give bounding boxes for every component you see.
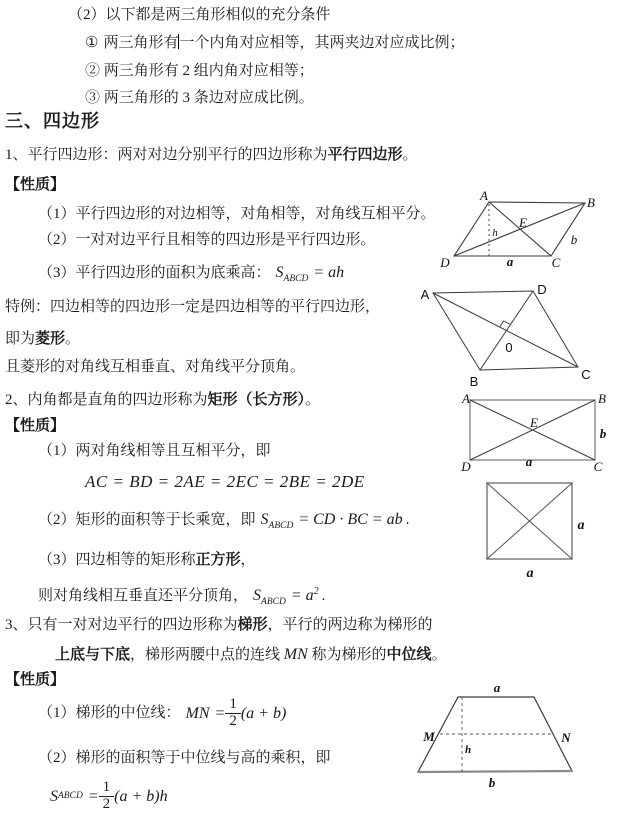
trap-midline-term: 中位线	[386, 647, 432, 663]
trap-property-1	[38, 696, 286, 730]
vertex-label-C: C	[593, 459, 603, 474]
side-label-b: b	[570, 232, 578, 247]
trap-def-post: ，平行的两边称为梯形的	[267, 617, 433, 633]
rect-property-3	[38, 551, 256, 570]
trap-area-eq: =	[87, 787, 99, 805]
item-1-number: ①	[85, 35, 99, 51]
properties-label-3: 【性质】	[5, 672, 66, 688]
midpoint-label-M: M	[423, 729, 435, 744]
trap-p1-text: （1）梯形的中位线：	[38, 704, 181, 721]
trapezoid-diagram	[410, 675, 615, 795]
vertex-label-B: B	[587, 195, 595, 210]
vertex-label-B: B	[469, 374, 479, 389]
rect-property-2	[38, 510, 409, 536]
square-diagram	[480, 478, 620, 580]
side-label-b: b	[599, 426, 607, 441]
point-label-E: E	[519, 215, 527, 230]
bottom-edge	[418, 771, 572, 772]
midpoint-label-N: N	[561, 730, 571, 745]
rect-area-sub: ABCD	[268, 521, 294, 531]
rect-area-formula: = CD · BC = ab	[298, 511, 403, 528]
parallelogram-diagram	[425, 188, 620, 276]
rhombus-diagram	[418, 278, 620, 392]
square-def-post: ，	[240, 552, 256, 568]
trap-def2-mid: ，梯形两腰中点的连线	[130, 647, 284, 663]
pgram-def-post: 。	[402, 147, 418, 163]
vertex-label-A: A	[480, 188, 488, 203]
rect-def-term: 矩形（长方形）	[207, 392, 306, 408]
side-label-a: a	[525, 454, 533, 469]
pgram-def-pre: 1、平行四边形：两对对边分别平行的四边形称为	[5, 147, 328, 163]
square-term: 正方形	[195, 552, 241, 568]
trap-area-rest: (a + b)h	[114, 787, 168, 805]
point-label-E: E	[530, 415, 538, 430]
diagonal-DB	[480, 291, 533, 370]
trap-property-2: （2）梯形的面积等于中位线与高的乘积，即	[38, 750, 331, 766]
vertex-label-D: D	[537, 282, 547, 297]
pgram-property-3	[38, 263, 344, 289]
square-p-period: .	[321, 588, 326, 604]
pgram-property-2: （2）一对对边平行且相等的四边形是平行四边形。	[38, 232, 376, 248]
pgram-p3-text: （3）平行四边形的面积为底乘高：	[38, 265, 271, 281]
similar-condition-1	[85, 34, 464, 53]
height-label-h: h	[492, 227, 498, 239]
similar-conditions-intro: （2）以下都是两三角形相似的充分条件	[68, 7, 331, 23]
fraction-denominator: 2	[99, 796, 115, 813]
side-label-a-bottom: a	[526, 566, 534, 580]
square-area-eq: = a	[290, 587, 314, 604]
trap-def2-mid2: 称为梯形的	[307, 647, 387, 663]
height-label-h: h	[464, 744, 472, 756]
pgram-area-formula: = ah	[313, 264, 345, 281]
rect-def-pre: 2、内角都是直角的四边形称为	[5, 392, 208, 408]
trap-term: 梯形	[237, 617, 268, 633]
square-area-S: S	[253, 587, 262, 604]
rect-p2-period: .	[405, 512, 410, 528]
side-label-a: a	[506, 254, 514, 269]
item-1-post: 一个内角对应相等，其两夹边对应成比例；	[179, 35, 465, 51]
trap-bases-term: 上底与下底	[55, 647, 131, 663]
rectangle-diagram	[455, 390, 617, 476]
trap-midline-eq: =	[214, 704, 226, 722]
properties-label-2: 【性质】	[5, 418, 66, 434]
trap-area-S: S	[50, 787, 58, 805]
rectangle-definition	[5, 391, 320, 410]
trap-area-formula	[50, 777, 168, 815]
vertex-label-B: B	[598, 391, 606, 406]
vertex-label-C: C	[551, 255, 561, 270]
trap-midline-rest: (a + b)	[240, 704, 287, 722]
side-label-a-right: a	[577, 518, 585, 533]
square-area-sup: 2	[313, 586, 319, 597]
rhombus-special-3: 且菱形的对角线互相垂直、对角线平分顶角。	[5, 359, 306, 375]
pgram-area-S: S	[275, 264, 284, 281]
trap-MN: MN	[283, 646, 308, 663]
vertex-label-D: D	[440, 255, 450, 270]
trap-def-pre: 3、只有一对对边平行的四边形称为	[5, 617, 238, 633]
item-1-pre: 两三角形有	[103, 35, 179, 51]
trapezoid-definition-2	[55, 645, 447, 665]
square-def-pre: （3）四边相等的矩形称	[38, 552, 196, 568]
trapezoid-definition-1	[5, 616, 433, 635]
fraction-numerator: 1	[229, 695, 237, 712]
trap-midline-MN: MN	[185, 704, 210, 722]
square-area-sub: ABCD	[261, 597, 286, 607]
center-label-O: 0	[505, 340, 513, 355]
square-property	[38, 582, 325, 612]
trap-area-sub: ABCD	[58, 790, 83, 801]
section-heading: 三、四边形	[5, 111, 100, 131]
similar-condition-3: ③ 两三角形的 3 条边对应成比例。	[85, 90, 314, 106]
vertex-label-A: A	[420, 287, 430, 302]
rect-area-S: S	[260, 511, 269, 528]
parallelogram-definition	[5, 146, 418, 165]
rect-def-post: 。	[305, 392, 321, 408]
rhombus-special-1: 特例：四边相等的四边形一定是四边相等的平行四边形，	[5, 299, 381, 315]
bottom-label-b: b	[488, 775, 496, 790]
trap-midline-fraction	[225, 697, 241, 730]
right-angle-mark	[500, 321, 510, 327]
pgram-def-term: 平行四边形	[327, 147, 403, 163]
rect-diagonal-formula: AC = BD = 2AE = 2EC = 2BE = 2DE	[85, 472, 365, 491]
top-label-a: a	[493, 680, 501, 695]
similar-condition-2: ② 两三角形有 2 组内角对应相等；	[85, 63, 314, 79]
rhombus-post: 。	[65, 331, 81, 347]
rect-p2-text: （2）矩形的面积等于长乘宽，即	[38, 512, 256, 528]
fraction-denominator: 2	[225, 713, 241, 730]
rhombus-special-2	[5, 330, 80, 349]
fraction-numerator: 1	[102, 778, 111, 795]
properties-label-1: 【性质】	[5, 177, 66, 193]
trapezoid-outline	[418, 697, 572, 772]
vertex-label-A: A	[462, 391, 470, 406]
square-p-text: 则对角线相互垂直还平分顶角，	[38, 588, 249, 604]
vertex-label-D: D	[461, 459, 471, 474]
trap-area-fraction	[99, 780, 115, 813]
trap-def2-post: 。	[431, 647, 447, 663]
rhombus-pre: 即为	[5, 331, 36, 347]
vertex-label-C: C	[581, 367, 591, 382]
rect-property-1: （1）两对角线相等且互相平分，即	[38, 443, 271, 459]
pgram-property-1: （1）平行四边形的对边相等，对角相等，对角线互相平分。	[38, 206, 436, 222]
pgram-area-sub: ABCD	[283, 274, 309, 284]
rhombus-term: 菱形	[35, 331, 66, 347]
